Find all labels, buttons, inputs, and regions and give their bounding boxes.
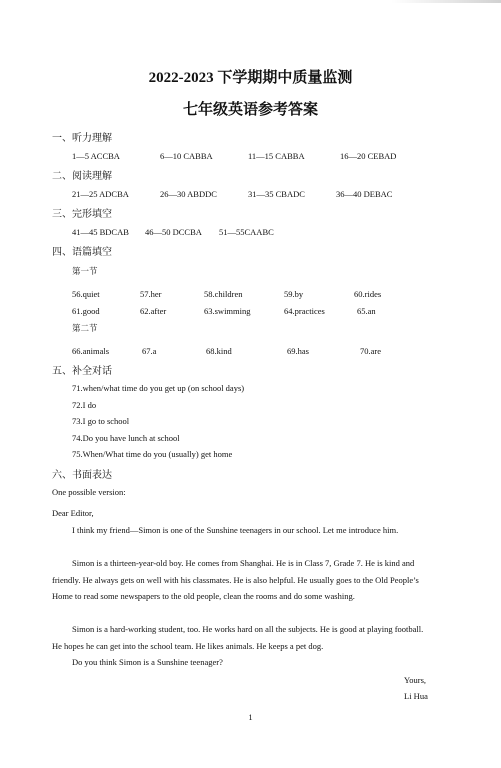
- letter-signature: Li Hua: [404, 691, 428, 701]
- dialogue-answer: 74.Do you have lunch at school: [72, 433, 180, 443]
- section-heading-passage-fill: 四、语篇填空: [52, 247, 112, 258]
- answer-group: 36—40 DEBAC: [336, 189, 393, 199]
- answer-item: 61.good: [72, 306, 100, 316]
- answer-item: 67.a: [142, 346, 157, 356]
- answer-group: 6—10 CABBA: [160, 151, 213, 161]
- answer-group: 26—30 ABDDC: [160, 189, 217, 199]
- answer-group: 41—45 BDCAB: [72, 227, 129, 237]
- page-number: 1: [248, 712, 253, 722]
- answer-item: 66.animals: [72, 346, 110, 356]
- answer-item: 58.children: [204, 289, 243, 299]
- answer-item: 65.an: [357, 306, 376, 316]
- answer-item: 64.practices: [284, 306, 325, 316]
- section-heading-reading: 二、阅读理解: [52, 171, 112, 182]
- answer-group: 1—5 ACCBA: [72, 151, 120, 161]
- dialogue-answer: 75.When/What time do you (usually) get home: [72, 449, 233, 459]
- answer-item: 57.her: [140, 289, 162, 299]
- part-label-1: 第一节: [72, 267, 98, 277]
- answer-item: 62.after: [140, 306, 167, 316]
- page-edge-shadow: [391, 0, 501, 3]
- answer-group: 51—55CAABC: [219, 227, 274, 237]
- dialogue-answer: 72.I do: [72, 400, 97, 410]
- part-label-2: 第二节: [72, 324, 98, 334]
- letter-paragraph: I think my friend—Simon is one of the Sunshine teenagers in our school. Let me introduce him.: [72, 525, 399, 535]
- letter-salutation: Dear Editor,: [52, 508, 94, 518]
- document-title: 2022-2023 下学期期中质量监测: [148, 70, 353, 86]
- answer-item: 63.swimming: [204, 306, 251, 316]
- answer-item: 56.quiet: [72, 289, 100, 299]
- letter-paragraph: Simon is a thirteen-year-old boy. He comes from Shanghai. He is in Class 7, Grade 7. He is kind and friendly. He always gets on well with his classmates. He is also helpful. He usually goes to the Old People’s Home to read some newspapers to the old people, clean the rooms and do some washing.: [52, 558, 419, 601]
- writing-intro: One possible version:: [52, 487, 126, 497]
- answer-item: 60.rides: [354, 289, 382, 299]
- section-heading-dialogue: 五、补全对话: [52, 366, 112, 377]
- answer-group: 31—35 CBADC: [248, 189, 305, 199]
- section-heading-cloze: 三、完形填空: [52, 209, 112, 220]
- section-heading-writing: 六、书面表达: [52, 470, 112, 481]
- document-subtitle: 七年级英语参考答案: [182, 102, 318, 118]
- answer-item: 59.by: [284, 289, 304, 299]
- answer-group: 21—25 ADCBA: [72, 189, 129, 199]
- answer-item: 70.are: [360, 346, 382, 356]
- section-heading-listening: 一、听力理解: [52, 133, 112, 144]
- dialogue-answer: 73.I go to school: [72, 416, 130, 426]
- answer-item: 69.has: [287, 346, 309, 356]
- answer-group: 16—20 CEBAD: [340, 151, 397, 161]
- answer-item: 68.kind: [206, 346, 232, 356]
- answer-group: 11—15 CABBA: [248, 151, 305, 161]
- letter-paragraph: Simon is a hard-working student, too. He works hard on all the subjects. He is good at playing football. He hopes he can get into the school team. He likes animals. He keeps a pet dog.: [52, 624, 424, 651]
- letter-paragraph: Do you think Simon is a Sunshine teenager?: [72, 657, 223, 667]
- answer-group: 46—50 DCCBA: [145, 227, 202, 237]
- letter-closing: Yours,: [404, 675, 427, 685]
- dialogue-answer: 71.when/what time do you get up (on school days): [72, 383, 245, 393]
